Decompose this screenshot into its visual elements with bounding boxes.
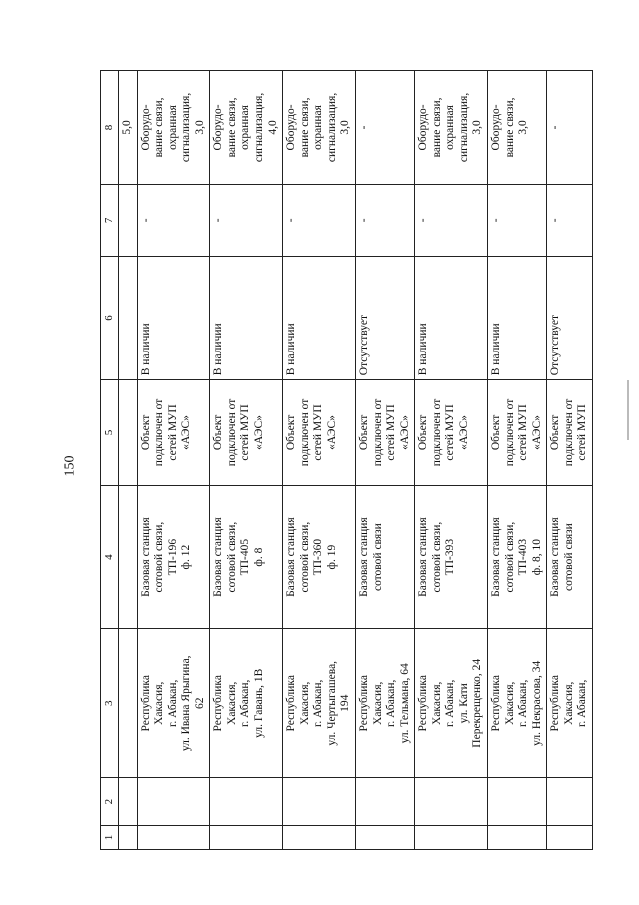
cell-text-line: Объект — [357, 414, 370, 451]
cell-text-line: сигнализация, — [457, 92, 470, 163]
cell-text-line: г. Абакан, — [166, 679, 179, 727]
cell-text-line: «АЭС» — [325, 415, 338, 450]
cell-text-line: Объект — [212, 414, 225, 451]
column-number-1: 1 — [101, 826, 119, 850]
address-cell — [547, 629, 593, 778]
connection-cell — [547, 380, 593, 485]
cell-text-line: сотовой связи, — [503, 521, 516, 593]
column-number-2: 2 — [101, 778, 119, 826]
object-cell — [283, 485, 356, 629]
cell-text-line: г. Абакан, — [444, 679, 457, 727]
cell-text-line: - — [549, 125, 562, 130]
cell-text-line: «АЭС» — [530, 415, 543, 450]
cell-text-line: Базовая станция — [139, 517, 152, 597]
empty-cell — [137, 778, 210, 826]
cell-text-line: ул. Ивана Ярыгина, — [180, 655, 193, 752]
cell-text-line: 4,0 — [266, 120, 279, 135]
cell-text-line: сетей МУП — [517, 404, 530, 461]
object-cell — [355, 485, 414, 629]
cell-text-line: ф. 8, 10 — [530, 539, 543, 576]
cell-text-line: ул. Кати — [457, 683, 470, 724]
cell-text-line: ф. 19 — [325, 544, 338, 570]
cell-text-line: 3,0 — [517, 120, 530, 135]
table-header-row — [101, 71, 119, 850]
empty-cell — [283, 826, 356, 850]
column-number-3: 3 — [101, 629, 119, 778]
cell-text-line: охранная — [239, 105, 252, 150]
table-container — [100, 70, 589, 850]
cell-text-line: Оборудо- — [417, 104, 430, 151]
connection-cell — [210, 380, 283, 485]
equipment-cell — [547, 71, 593, 185]
address-cell — [283, 629, 356, 778]
cell-text-line: Хакасия, — [371, 681, 384, 725]
cell-text-line: г. Абакан, — [312, 679, 325, 727]
empty-cell — [283, 778, 356, 826]
cell-text-line: вание связи, — [503, 97, 516, 158]
cell-text-line: охранная — [166, 105, 179, 150]
object-cell — [137, 485, 210, 629]
column-number-8: 8 — [101, 71, 119, 185]
cell-text-line: г. Абакан, — [576, 679, 589, 727]
cell-text-line: Базовая станция — [357, 517, 370, 597]
column-number-4: 4 — [101, 485, 119, 629]
cell-text-line: сетей МУП — [385, 404, 398, 461]
cell-text-line: сигнализация, — [253, 92, 266, 163]
table-row — [283, 71, 356, 850]
empty-cell — [355, 826, 414, 850]
cell-text-line: вание связи, — [298, 97, 311, 158]
cell-text-line: подключен от — [153, 398, 166, 467]
cell-text-line: вание связи, — [153, 97, 166, 158]
cell-text-line: Базовая станция — [549, 517, 562, 597]
connection-cell — [355, 380, 414, 485]
cell-text-line: ул. Чертыгашева, — [325, 660, 338, 746]
cell-text-line: Базовая станция — [417, 517, 430, 597]
table-row — [137, 71, 210, 850]
empty-cell — [118, 380, 137, 485]
empty-cell — [547, 826, 593, 850]
empty-cell — [137, 826, 210, 850]
cell-text-line: сетей МУП — [444, 404, 457, 461]
cell-text-line: 3,0 — [471, 120, 484, 135]
dash-cell: - — [415, 184, 488, 256]
connection-cell — [415, 380, 488, 485]
page-number: 150 — [62, 455, 78, 477]
address-cell — [137, 629, 210, 778]
empty-cell — [547, 778, 593, 826]
cell-text-line: сотовой связи, — [225, 521, 238, 593]
cell-text-line: Республика — [212, 675, 225, 732]
table-row — [488, 71, 547, 850]
cell-text-line: 3,0 — [193, 120, 206, 135]
empty-cell — [118, 629, 137, 778]
column-number-7: 7 — [101, 184, 119, 256]
availability-cell: В наличии — [415, 256, 488, 379]
cell-text-line: «АЭС» — [398, 415, 411, 450]
cell-text-line: «АЭС» — [457, 415, 470, 450]
cell-text-line: Оборудо- — [212, 104, 225, 151]
cell-text-line: ТП-405 — [239, 538, 252, 576]
cell-text-line: Объект — [417, 414, 430, 451]
cell-text-line: Республика — [357, 675, 370, 732]
scan-edge-mark — [627, 380, 629, 440]
cell-text-line: 62 — [193, 697, 206, 710]
cell-text-line: сигнализация, — [180, 92, 193, 163]
cell-text-line: ТП-360 — [312, 538, 325, 576]
address-cell — [355, 629, 414, 778]
cell-text-line: сотовой связи — [371, 523, 384, 592]
cell-text-line: сотовой связи, — [153, 521, 166, 593]
cell-text-line: Республика — [490, 675, 503, 732]
equipment-cell — [137, 71, 210, 185]
cell-text-line: Хакасия, — [503, 681, 516, 725]
cell-text-line: Объект — [285, 414, 298, 451]
cell-text-line: сотовой связи, — [430, 521, 443, 593]
empty-cell — [355, 778, 414, 826]
empty-cell — [118, 485, 137, 629]
cell-text-line: 194 — [339, 694, 352, 712]
cell-text-line: ул. Некрасова, 34 — [530, 660, 543, 746]
dash-cell: - — [137, 184, 210, 256]
connection-cell — [488, 380, 547, 485]
object-cell — [210, 485, 283, 629]
availability-cell: В наличии — [283, 256, 356, 379]
object-cell — [488, 485, 547, 629]
cell-text-line: Республика — [417, 675, 430, 732]
value-cell: 5,0 — [118, 71, 137, 185]
empty-cell — [415, 826, 488, 850]
equipment-cell — [415, 71, 488, 185]
empty-cell — [118, 184, 137, 256]
address-cell — [415, 629, 488, 778]
cell-text-line: Перекрещенко, 24 — [471, 658, 484, 748]
column-number-5: 5 — [101, 380, 119, 485]
empty-cell — [488, 826, 547, 850]
column-number-6: 6 — [101, 256, 119, 379]
cell-text-line: ТП-393 — [444, 538, 457, 576]
table-row — [118, 71, 137, 850]
dash-cell: - — [547, 184, 593, 256]
cell-text-line: Хакасия, — [562, 681, 575, 725]
connection-cell — [283, 380, 356, 485]
cell-text-line: Объект — [490, 414, 503, 451]
empty-cell — [118, 826, 137, 850]
cell-text-line: Объект — [549, 414, 562, 451]
cell-text-line: сетей МУП — [166, 404, 179, 461]
object-cell — [415, 485, 488, 629]
availability-cell: В наличии — [137, 256, 210, 379]
table-row — [415, 71, 488, 850]
cell-text-line: подключен от — [298, 398, 311, 467]
cell-text-line: г. Абакан, — [239, 679, 252, 727]
cell-text-line: ул. Гавань, 1В — [253, 668, 266, 738]
cell-text-line: охранная — [312, 105, 325, 150]
table-row — [355, 71, 414, 850]
dash-cell: - — [488, 184, 547, 256]
empty-cell — [415, 778, 488, 826]
cell-text-line: Оборудо- — [285, 104, 298, 151]
availability-cell: Отсутствует — [355, 256, 414, 379]
cell-text-line: сотовой связи — [562, 523, 575, 592]
cell-text-line: Базовая станция — [212, 517, 225, 597]
cell-text-line: сетей МУП — [576, 404, 589, 461]
cell-text-line: Оборудо- — [490, 104, 503, 151]
availability-cell: Отсутствует — [547, 256, 593, 379]
equipment-cell — [210, 71, 283, 185]
cell-text-line: г. Абакан, — [385, 679, 398, 727]
cell-text-line: Базовая станция — [490, 517, 503, 597]
cell-text-line: ТП-403 — [517, 538, 530, 576]
cell-text-line: Республика — [549, 675, 562, 732]
cell-text-line: Оборудо- — [139, 104, 152, 151]
data-table — [100, 70, 593, 850]
cell-text-line: ул. Тельмана, 64 — [398, 663, 411, 744]
cell-text-line: «АЭС» — [253, 415, 266, 450]
cell-text-line: Республика — [139, 675, 152, 732]
cell-text-line: Объект — [139, 414, 152, 451]
cell-text-line: ф. 12 — [180, 544, 193, 570]
cell-text-line: подключен от — [562, 398, 575, 467]
cell-text-line: ТП-196 — [166, 538, 179, 576]
connection-cell — [137, 380, 210, 485]
empty-cell — [210, 778, 283, 826]
cell-text-line: Республика — [285, 675, 298, 732]
cell-text-line: Хакасия, — [298, 681, 311, 725]
cell-text-line: вание связи, — [225, 97, 238, 158]
equipment-cell — [488, 71, 547, 185]
cell-text-line: сетей МУП — [312, 404, 325, 461]
dash-cell: - — [283, 184, 356, 256]
table-row — [547, 71, 593, 850]
empty-cell — [118, 256, 137, 379]
table-row — [210, 71, 283, 850]
dash-cell: - — [210, 184, 283, 256]
cell-text-line: подключен от — [371, 398, 384, 467]
object-cell — [547, 485, 593, 629]
cell-text-line: вание связи, — [430, 97, 443, 158]
cell-text-line: Базовая станция — [285, 517, 298, 597]
dash-cell: - — [355, 184, 414, 256]
address-cell — [488, 629, 547, 778]
empty-cell — [488, 778, 547, 826]
empty-cell — [118, 778, 137, 826]
cell-text-line: подключен от — [430, 398, 443, 467]
cell-text-line: Хакасия, — [225, 681, 238, 725]
cell-text-line: подключен от — [225, 398, 238, 467]
cell-text-line: подключен от — [503, 398, 516, 467]
cell-text-line: г. Абакан, — [517, 679, 530, 727]
cell-text-line: «АЭС» — [180, 415, 193, 450]
equipment-cell — [355, 71, 414, 185]
address-cell — [210, 629, 283, 778]
cell-text-line: ф. 8 — [253, 547, 266, 567]
availability-cell: В наличии — [488, 256, 547, 379]
cell-text-line: сигнализация, — [325, 92, 338, 163]
cell-text-line: Хакасия, — [430, 681, 443, 725]
cell-text-line: сотовой связи, — [298, 521, 311, 593]
empty-cell — [210, 826, 283, 850]
cell-text-line: охранная — [444, 105, 457, 150]
availability-cell: В наличии — [210, 256, 283, 379]
cell-text-line: - — [357, 125, 370, 130]
cell-text-line: 3,0 — [339, 120, 352, 135]
cell-text-line: Хакасия, — [153, 681, 166, 725]
cell-text-line: сетей МУП — [239, 404, 252, 461]
equipment-cell — [283, 71, 356, 185]
